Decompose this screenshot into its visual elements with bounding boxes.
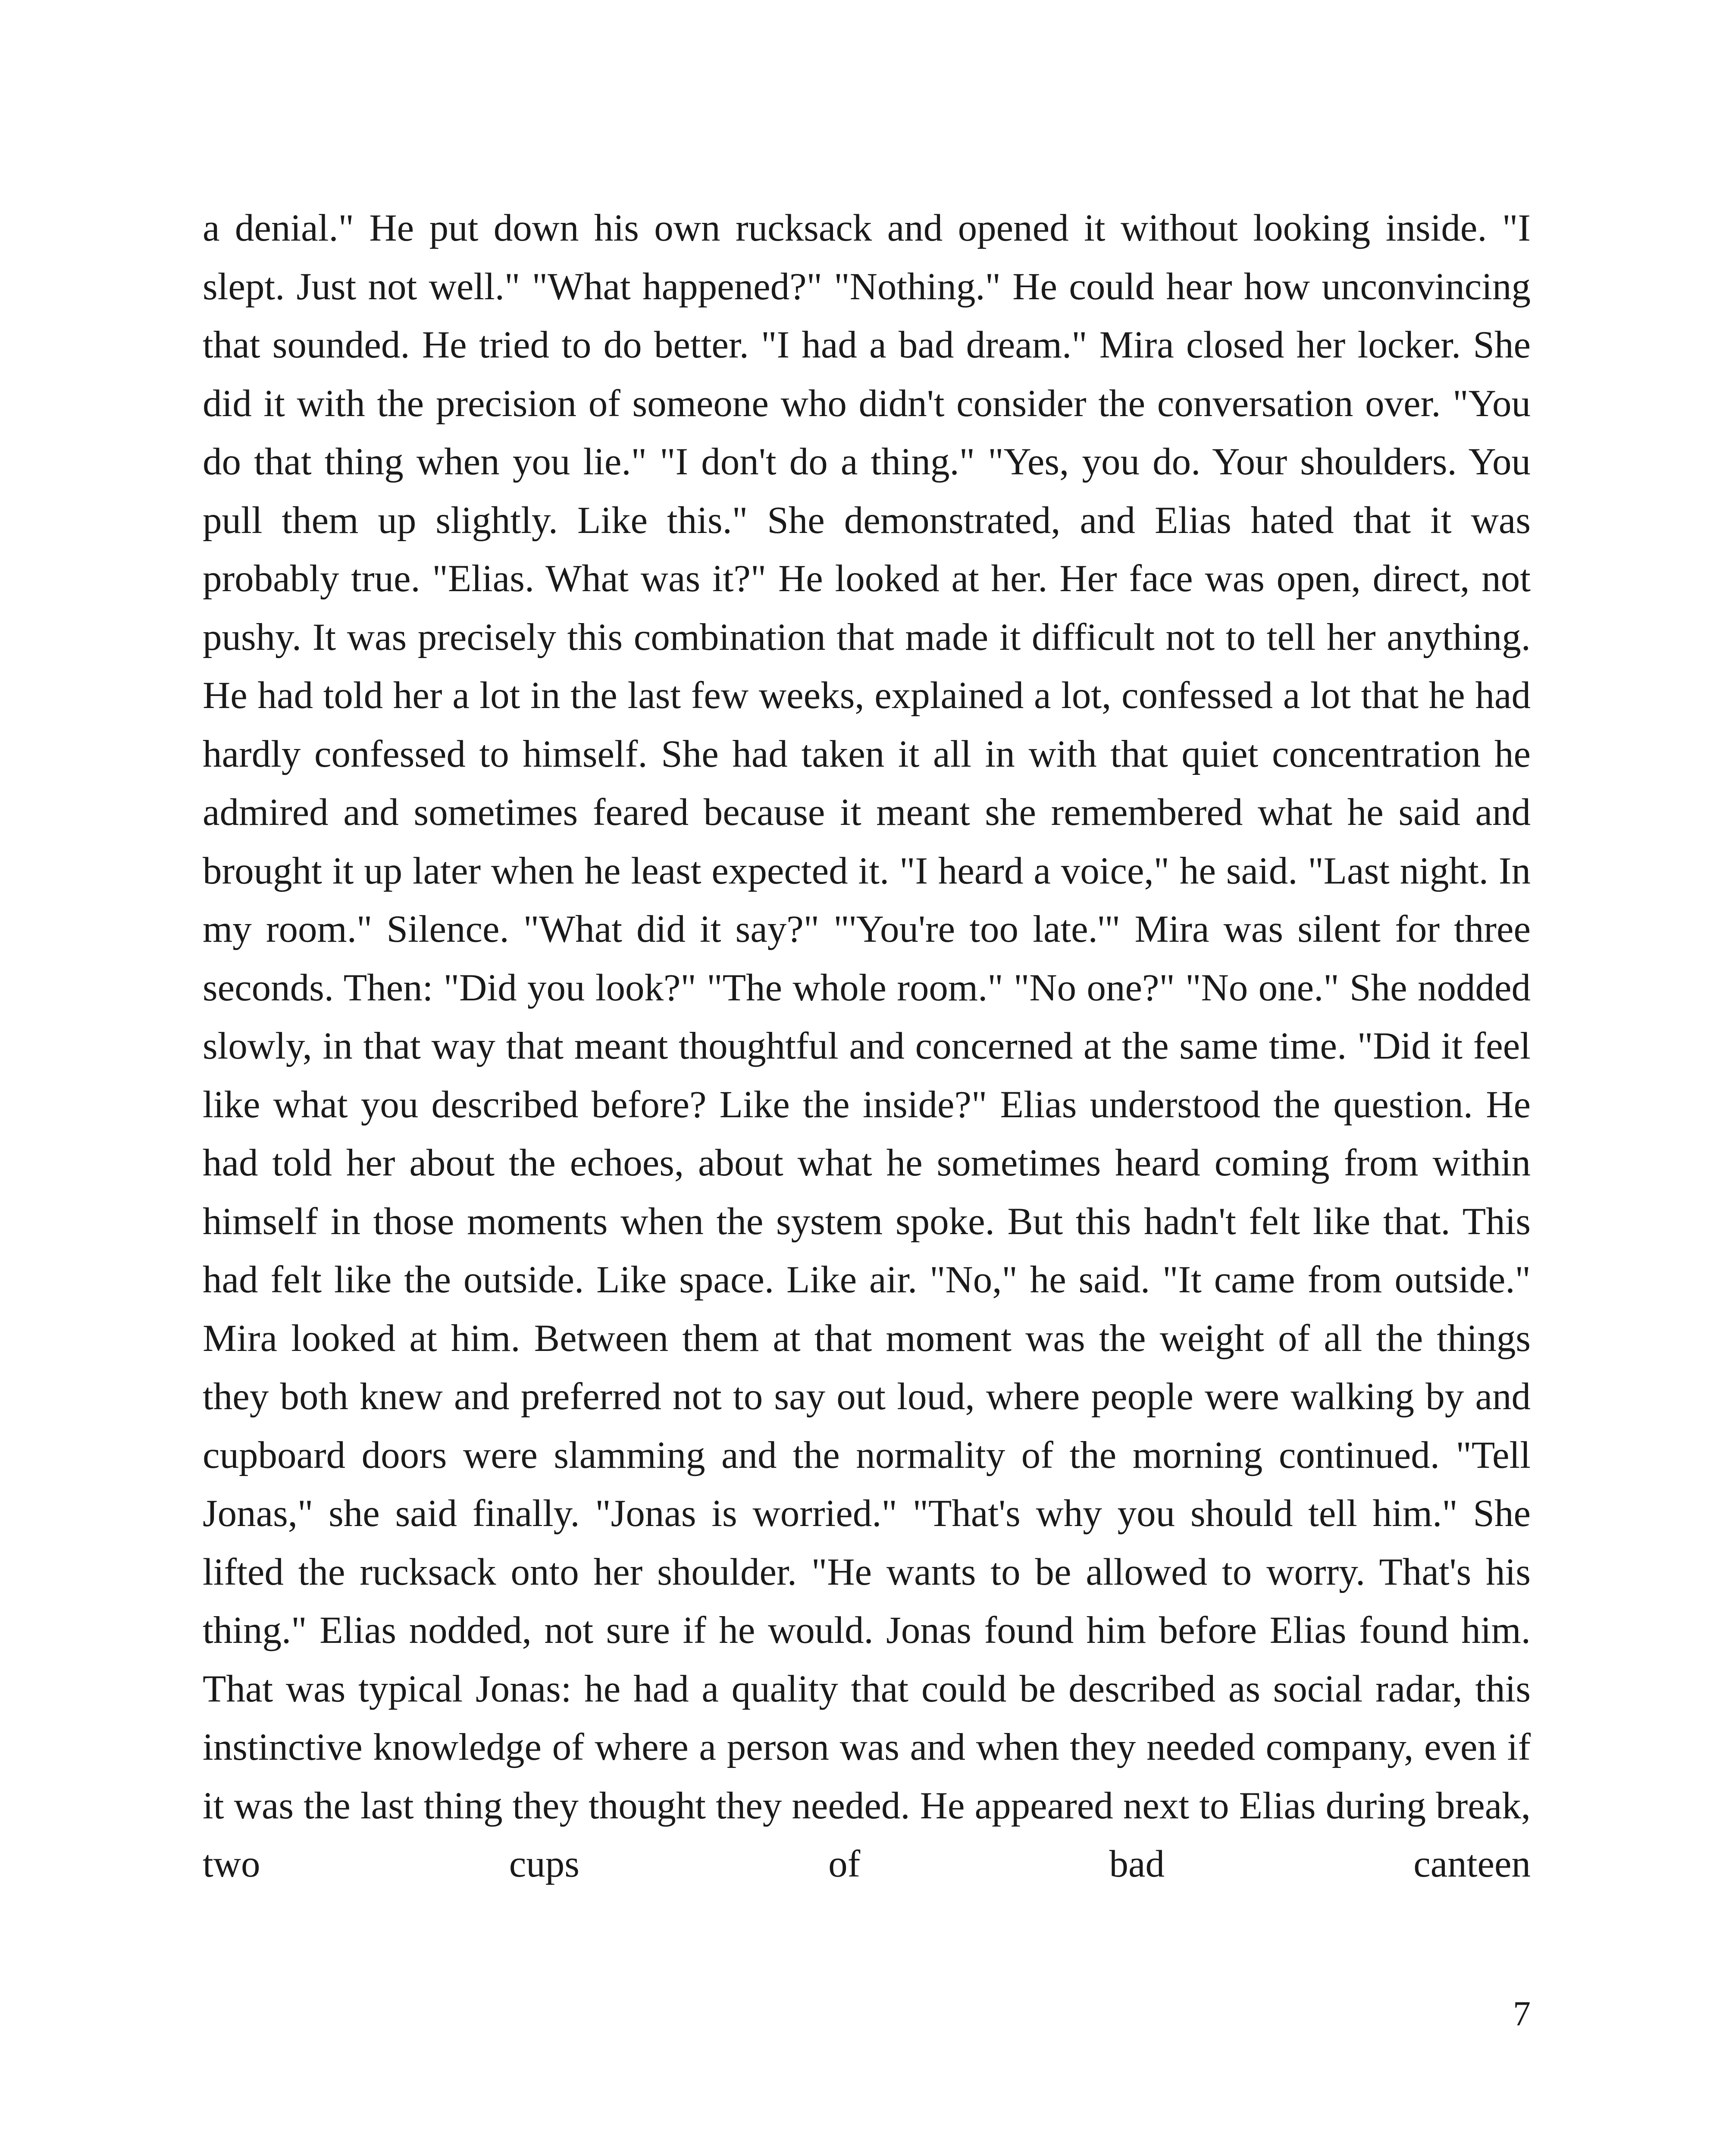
page-number: 7	[1513, 1994, 1531, 2033]
body-text: a denial." He put down his own rucksack and opened it without looking inside. "I slept. Just not well." "What happened?" "Nothing." He could hear how unconvincing that sounded. He tried to do better. "I had a bad dream." Mira closed her locker. She did it with the precision of someone who didn't consider the conversation over. "You do that thing when you lie." "I don't do a thing." "Yes, you do. Your shoulders. You pull them up slightly. Like this." She demonstrated, and Elias hated that it was probably true. "Elias. What was it?" He looked at her. Her face was open, direct, not pushy. It was precisely this combination that made it difficult not to tell her anything. He had told her a lot in the last few weeks, explained a lot, confessed a lot that he had hardly confessed to himself. She had taken it all in with that quiet concentration he admired and sometimes feared because it meant she remembered what he said and brought it up later when he least expected it. "I heard a voice," he said. "Last night. In my room." Silence. "What did it say?" "'You're too late.'" Mira was silent for three seconds. Then: "Did you look?" "The whole room." "No one?" "No one." She nodded slowly, in that way that meant thoughtful and concerned at the same time. "Did it feel like what you described before? Like the inside?" Elias understood the question. He had told her about the echoes, about what he sometimes heard coming from within himself in those moments when the system spoke. But this hadn't felt like that. This had felt like the outside. Like space. Like air. "No," he said. "It came from outside." Mira looked at him. Between them at that moment was the weight of all the things they both knew and preferred not to say out loud, where people were walking by and cupboard doors were slamming and the normality of the morning continued. "Tell Jonas," she said finally. "Jonas is worried." "That's why you should tell him." She lifted the rucksack onto her shoulder. "He wants to be allowed to worry. That's his thing." Elias nodded, not sure if he would. Jonas found him before Elias found him. That was typical Jonas: he had a quality that could be described as social radar, this instinctive knowledge of where a person was and when they needed company, even if it was the last thing they thought they needed. He appeared next to Elias during break, two cups of bad canteen	[203, 207, 1531, 1885]
